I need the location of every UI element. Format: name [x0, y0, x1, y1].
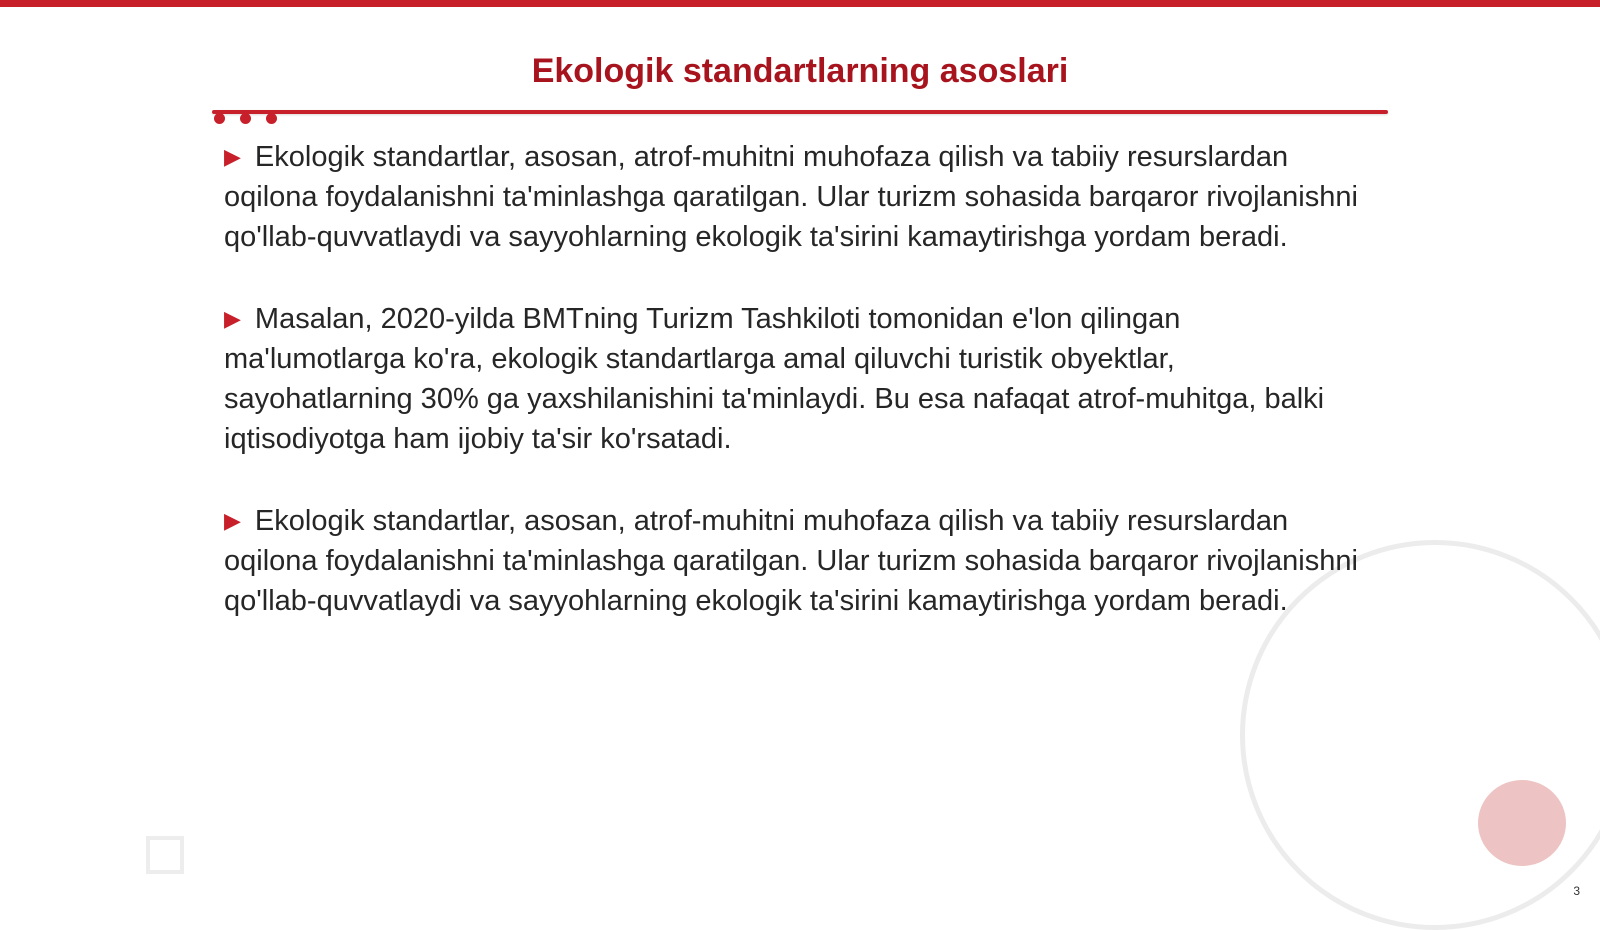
bullet-arrow-icon: ▶	[224, 144, 241, 169]
top-accent-bar	[0, 0, 1600, 7]
paragraph-text: Masalan, 2020-yilda BMTning Turizm Tashkiloti tomonidan e'lon qilingan ma'lumotlarga ko'ra, ekologik standartlarga amal qiluvchi turistik obyektlar, sayohatlarning 30% ga yaxshilanishini ta'minlaydi. Bu esa nafaqat atrof-muhitga, balki iqtisodiyotga ham ijobiy ta'sir ko'rsatadi.	[224, 303, 1325, 455]
slide-content	[224, 137, 1364, 663]
decor-dot-3	[266, 113, 277, 124]
paragraph-text: Ekologik standartlar, asosan, atrof-muhitni muhofaza qilish va tabiiy resurslardan oqilona foydalanishni ta'minlashga qaratilgan. Ular turizm sohasida barqaror rivojlanishni qo'llab-quvvatlaydi va sayyohlarning ekologik ta'sirini kamaytirishga yordam beradi.	[224, 505, 1358, 617]
decor-pink-circle	[1478, 780, 1566, 866]
slide-title: Ekologik standartlarning asoslari	[531, 52, 1069, 90]
decor-square-outline	[146, 836, 184, 874]
paragraph-1	[224, 137, 1364, 257]
decor-dot-1	[214, 113, 225, 124]
page-number: 3	[1573, 884, 1580, 898]
paragraph-3	[224, 501, 1364, 621]
paragraph-2	[224, 299, 1364, 459]
title-underline	[212, 110, 1388, 114]
decor-dot-2	[240, 113, 251, 124]
bullet-arrow-icon: ▶	[224, 508, 241, 533]
paragraph-text: Ekologik standartlar, asosan, atrof-muhitni muhofaza qilish va tabiiy resurslardan oqilona foydalanishni ta'minlashga qaratilgan. Ular turizm sohasida barqaror rivojlanishni qo'llab-quvvatlaydi va sayyohlarning ekologik ta'sirini kamaytirishga yordam beradi.	[224, 141, 1358, 253]
bullet-arrow-icon: ▶	[224, 306, 241, 331]
